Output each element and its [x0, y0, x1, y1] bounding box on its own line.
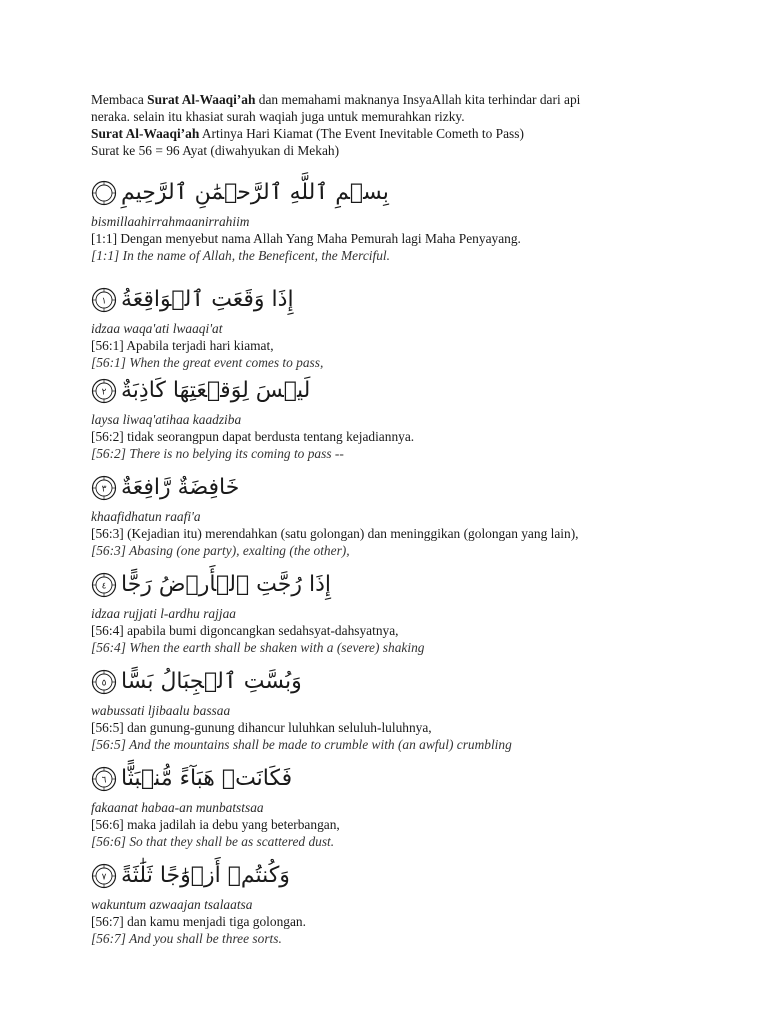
arabic-row: [91, 759, 691, 799]
transliteration: wakuntum azwaajan tsalaatsa: [91, 897, 253, 912]
transliteration: bismillaahirrahmaanirrahiim: [91, 214, 250, 229]
indonesian-translation: [56:5] dan gunung-gunung dihancur luluhkan seluluh-luluhnya,: [91, 720, 432, 735]
ayah-marker-number: ٧: [101, 872, 107, 883]
intro-line-4: Surat ke 56 = 96 Ayat (diwahyukan di Mekah): [91, 143, 340, 158]
english-translation: [56:2] There is no belying its coming to pass --: [91, 446, 344, 461]
transliteration: khaafidhatun raafi'a: [91, 509, 201, 524]
indonesian-translation: [1:1] Dengan menyebut nama Allah Yang Maha Pemurah lagi Maha Penyayang.: [91, 231, 521, 246]
indonesian-translation: [56:7] dan kamu menjadi tiga golongan.: [91, 914, 306, 929]
intro-line-3: Surat Al-Waaqi’ah Artinya Hari Kiamat (The Event Inevitable Cometh to Pass): [91, 126, 524, 141]
ayah-marker-icon: [91, 180, 117, 206]
indonesian-translation: [56:3] (Kejadian itu) merendahkan (satu golongan) dan meninggikan (golongan yang lain),: [91, 526, 579, 541]
ayah-marker-number: ٦: [101, 775, 107, 786]
arabic-verse: بِسۡمِ ٱللَّهِ ٱلرَّحۡمَٰنِ ٱلرَّحِيمِ: [121, 180, 389, 205]
indonesian-translation: [56:4] apabila bumi digoncangkan sedahsyat-dahsyatnya,: [91, 623, 399, 638]
arabic-verse: إِذَا وَقَعَتِ ٱلۡوَاقِعَةُ: [121, 287, 294, 312]
english-translation: [56:7] And you shall be three sorts.: [91, 931, 282, 946]
transliteration: fakaanat habaa-an munbatstsaa: [91, 800, 264, 815]
document-page: [91, 91, 691, 947]
ayah-marker-icon: [91, 863, 117, 889]
ayah-marker-icon: [91, 475, 117, 501]
transliteration: wabussati ljibaalu bassaa: [91, 703, 231, 718]
english-translation: [56:1] When the great event comes to pass,: [91, 355, 324, 370]
indonesian-translation: [56:6] maka jadilah ia debu yang beterbangan,: [91, 817, 340, 832]
intro-section: [91, 91, 691, 159]
ayah-marker-icon: [91, 287, 117, 313]
intro-line-2: neraka. selain itu khasiat surah waqiah juga untuk memurahkan rizky.: [91, 109, 465, 124]
arabic-verse: وَبُسَّتِ ٱلۡجِبَالُ بَسًّا: [121, 669, 302, 694]
indonesian-translation: [56:2] tidak seorangpun dapat berdusta tentang kejadiannya.: [91, 429, 415, 444]
transliteration: idzaa rujjati l-ardhu rajjaa: [91, 606, 236, 621]
ayah-marker-number: ٢: [101, 387, 107, 398]
ayah-marker-icon: [91, 669, 117, 695]
arabic-verse: إِذَا رُجَّتِ ٱلۡأَرۡضُ رَجًّا: [121, 572, 331, 597]
arabic-verse: لَيۡسَ لِوَقۡعَتِهَا كَاذِبَةٌ: [121, 378, 311, 403]
arabic-row: [91, 662, 691, 702]
surah-name-bold: Surat Al-Waaqi’ah: [91, 126, 200, 141]
english-translation: [56:6] So that they shall be as scattered dust.: [91, 834, 335, 849]
ayah-marker-number: ١: [101, 296, 107, 307]
verse-block: [91, 662, 691, 753]
intro-line-1: Membaca Surat Al-Waaqi’ah dan memahami maknanya InsyaAllah kita terhindar dari api: [91, 92, 581, 107]
arabic-row: [91, 856, 691, 896]
english-translation: [56:3] Abasing (one party), exalting (the other),: [91, 543, 350, 558]
verse-block: [91, 565, 691, 656]
arabic-row: [91, 565, 691, 605]
ayah-marker-icon: [91, 572, 117, 598]
arabic-row: [91, 468, 691, 508]
arabic-row: [91, 371, 691, 411]
english-translation: [1:1] In the name of Allah, the Beneficent, the Merciful.: [91, 248, 390, 263]
arabic-row: [91, 280, 691, 320]
verse-block: [91, 280, 691, 371]
ayah-marker-number: ٣: [101, 484, 107, 495]
arabic-row: [91, 173, 691, 213]
ayah-marker-number: ٥: [101, 678, 107, 689]
surah-name-bold: Surat Al-Waaqi’ah: [147, 92, 256, 107]
arabic-verse: خَافِضَةٌ رَّافِعَةٌ: [121, 475, 240, 500]
arabic-verse: وَكُنتُمۡ أَزۡوَٰجًا ثَلَٰثَةً: [121, 863, 290, 888]
ayah-marker-icon: [91, 378, 117, 404]
indonesian-translation: [56:1] Apabila terjadi hari kiamat,: [91, 338, 274, 353]
transliteration: laysa liwaq'atihaa kaadziba: [91, 412, 242, 427]
verse-block: [91, 856, 691, 947]
transliteration: idzaa waqa'ati lwaaqi'at: [91, 321, 223, 336]
english-translation: [56:4] When the earth shall be shaken with a (severe) shaking: [91, 640, 425, 655]
ayah-marker-number: ٤: [101, 581, 107, 592]
verse-block: [91, 759, 691, 850]
verse-block: [91, 468, 691, 559]
arabic-verse: فَكَانَتۡ هَبَآءً مُّنۢبَثًّا: [121, 766, 293, 791]
english-translation: [56:5] And the mountains shall be made to crumble with (an awful) crumbling: [91, 737, 512, 752]
verse-block: [91, 371, 691, 462]
verse-block: [91, 173, 691, 264]
ayah-marker-icon: [91, 766, 117, 792]
